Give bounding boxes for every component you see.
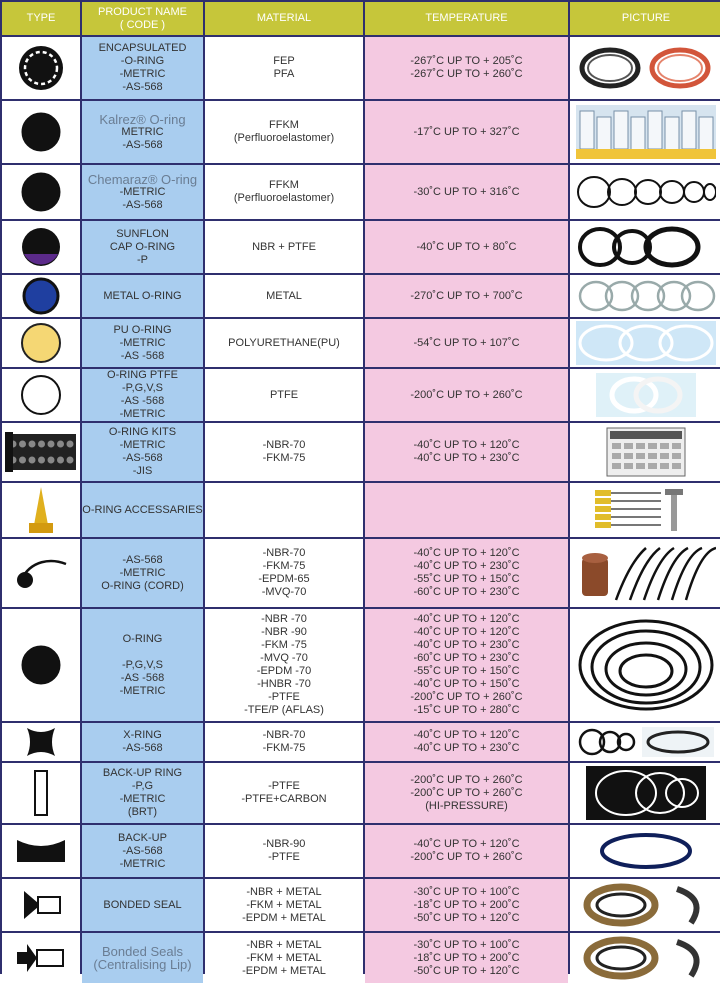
table-row — [2, 275, 720, 317]
product-cell-line: -AS-568 — [122, 452, 163, 464]
temperature-cell-line: -200˚C UP TO + 260˚C — [410, 388, 523, 401]
material-cell — [205, 723, 363, 761]
type-cell — [2, 879, 80, 931]
table-row — [2, 101, 720, 163]
material-cell-line: -EPDM + METAL — [242, 964, 326, 977]
backup-concave-icon — [2, 836, 80, 866]
temperature-cell — [365, 319, 568, 367]
product-cell-line: -JIS — [132, 465, 153, 477]
material-cell-line: METAL — [266, 289, 302, 302]
picture-cell — [570, 933, 720, 983]
temperature-cell-line: -60˚C UP TO + 230˚C — [413, 586, 520, 598]
product-cell-line: -P,G,V,S — [122, 382, 163, 394]
material-cell-line: -NBR-70 — [262, 439, 306, 451]
type-cell — [2, 275, 80, 317]
product-cell — [82, 825, 203, 877]
material-cell — [205, 37, 363, 99]
header-product — [82, 2, 203, 35]
table-row — [2, 825, 720, 877]
temperature-cell — [365, 609, 568, 721]
cap-orings-photo — [570, 225, 720, 269]
temperature-cell — [365, 165, 568, 219]
temperature-cell-line: -17˚C UP TO + 327˚C — [413, 125, 520, 138]
x-ring-icon — [2, 724, 80, 760]
temperature-cell-line: -54˚C UP TO + 107˚C — [413, 336, 520, 349]
material-cell-line: -EPDM + METAL — [242, 911, 326, 924]
temperature-cell-line: -55˚C UP TO + 150˚C — [413, 573, 520, 585]
oring-cord-photo — [570, 542, 720, 604]
material-cell-line: -NBR + METAL — [246, 885, 322, 898]
product-cell-line: -P,G,V,S — [122, 658, 163, 671]
material-cell-line: -PTFE — [268, 851, 300, 863]
cap-oring-icon — [2, 224, 80, 270]
cord-icon — [2, 550, 80, 596]
material-cell — [205, 539, 363, 607]
encapsulated-orings-photo — [570, 40, 720, 96]
product-cell-line: -AS -568 — [120, 395, 165, 407]
material-cell-line: FEP — [273, 55, 295, 67]
product-cell-line: (BRT) — [127, 806, 158, 818]
picture-cell — [570, 423, 720, 481]
material-cell-line: -MVQ-70 — [261, 586, 307, 598]
temperature-cell — [365, 101, 568, 163]
temperature-cell-line: -15˚C UP TO + 280˚C — [413, 704, 520, 716]
material-cell — [205, 423, 363, 481]
material-cell-line: -NBR-70 — [262, 547, 306, 559]
temperature-cell-line: -40˚C UP TO + 80˚C — [416, 240, 517, 253]
material-cell — [205, 369, 363, 421]
temperature-cell — [365, 723, 568, 761]
material-cell — [205, 221, 363, 273]
oring-tools-photo — [570, 485, 720, 535]
table-row — [2, 221, 720, 273]
product-cell-line: O-RING ACCESSARIES — [82, 503, 203, 516]
ptfe-oring-icon — [2, 372, 80, 418]
table-row — [2, 165, 720, 219]
temperature-cell-line: -30˚C UP TO + 100˚C — [413, 885, 520, 898]
backup-rings-photo — [570, 766, 720, 820]
product-cell — [82, 879, 203, 931]
metal-oring-icon — [2, 275, 80, 317]
temperature-cell-line: -30˚C UP TO + 316˚C — [413, 185, 520, 198]
product-cell-line: BACK-UP — [118, 831, 167, 844]
bonded-seal-lip-icon — [2, 940, 80, 976]
product-cell-line: -METRIC — [119, 336, 166, 349]
temperature-cell — [365, 483, 568, 537]
material-cell-line: -EPDM-65 — [258, 573, 310, 585]
material-cell-line: -FKM-75 — [262, 742, 306, 754]
product-cell-line: O-RING PTFE — [107, 369, 178, 381]
picture-cell — [570, 101, 720, 163]
material-cell-line: -FKM + METAL — [246, 898, 322, 911]
product-cell-line: O-RING — [122, 632, 163, 645]
oring-kit-box-photo — [570, 427, 720, 477]
type-cell — [2, 165, 80, 219]
type-cell — [2, 825, 80, 877]
material-cell — [205, 879, 363, 931]
material-cell-line: PTFE — [269, 388, 299, 401]
temperature-cell-line: (HI-PRESSURE) — [425, 799, 508, 812]
ptfe-orings-photo — [570, 373, 720, 417]
temperature-cell — [365, 825, 568, 877]
kalrez-boxes-photo — [570, 105, 720, 159]
header-product-line2: ( CODE ) — [119, 18, 166, 31]
table-row — [2, 319, 720, 367]
product-cell-line: -O-RING — [120, 55, 165, 67]
product-cell — [82, 483, 203, 537]
product-cell-line: -METRIC — [119, 566, 166, 579]
product-cell-line: -AS -568 — [120, 671, 165, 684]
product-cell — [82, 723, 203, 761]
temperature-cell — [365, 37, 568, 99]
temperature-cell-line: -40˚C UP TO + 120˚C — [413, 547, 520, 559]
type-cell — [2, 539, 80, 607]
product-cell-line: CAP O-RING — [109, 240, 176, 253]
temperature-cell — [365, 369, 568, 421]
bonded-seals-lip-photo — [570, 936, 720, 980]
type-cell — [2, 423, 80, 481]
picture-cell — [570, 275, 720, 317]
picture-cell — [570, 37, 720, 99]
temperature-cell-line: -40˚C UP TO + 150˚C — [413, 678, 520, 690]
product-cell-line: -METRIC — [119, 408, 166, 420]
temperature-cell-line: -270˚C UP TO + 700˚C — [410, 289, 523, 302]
material-cell-line: -TFE/P (AFLAS) — [244, 704, 324, 716]
material-cell-line: (Perfluoroelastomer) — [233, 192, 335, 204]
material-cell — [205, 825, 363, 877]
temperature-cell — [365, 933, 568, 983]
material-cell-line: -FKM + METAL — [246, 951, 322, 964]
encapsulated-oring-icon — [2, 43, 80, 93]
material-cell — [205, 763, 363, 823]
product-cell-line: O-RING KITS — [108, 426, 177, 438]
product-cell-line: -AS-568 — [122, 138, 163, 151]
table-row — [2, 539, 720, 607]
picture-cell — [570, 763, 720, 823]
black-circle-icon — [2, 642, 80, 688]
temperature-cell — [365, 879, 568, 931]
product-cell — [82, 763, 203, 823]
temperature-cell — [365, 763, 568, 823]
pu-orings-photo — [570, 321, 720, 365]
temperature-cell-line: -200˚C UP TO + 260˚C — [410, 851, 523, 863]
product-cell-line: -METRIC — [119, 68, 166, 80]
product-cell — [82, 275, 203, 317]
picture-cell — [570, 825, 720, 877]
black-circle-icon — [2, 169, 80, 215]
temperature-cell-line: -40˚C UP TO + 230˚C — [413, 560, 520, 572]
material-cell-line: POLYURETHANE(PU) — [228, 336, 340, 349]
oring-kit-icon — [2, 432, 80, 472]
product-cell-line: -METRIC — [119, 185, 166, 198]
type-cell — [2, 369, 80, 421]
product-cell-line: BONDED SEAL — [103, 898, 182, 911]
type-cell — [2, 37, 80, 99]
table-row — [2, 723, 720, 761]
picture-cell — [570, 319, 720, 367]
product-cell-line: METRIC — [121, 125, 164, 138]
temperature-cell-line: -60˚C UP TO + 230˚C — [413, 652, 520, 664]
material-cell-line: FFKM — [269, 119, 299, 131]
temperature-cell-line: -267˚C UP TO + 260˚C — [410, 68, 523, 80]
chemraz-orings-photo — [570, 172, 720, 212]
product-cell-line: -AS-568 — [122, 553, 163, 566]
temperature-cell-line: -50˚C UP TO + 120˚C — [413, 964, 520, 977]
metal-orings-photo — [570, 280, 720, 312]
product-cell-line: BACK-UP RING — [102, 767, 183, 779]
product-cell — [82, 423, 203, 481]
temperature-cell — [365, 423, 568, 481]
table-row — [2, 933, 720, 983]
material-cell — [205, 483, 363, 537]
product-cell-line: -P — [137, 253, 148, 266]
header-row — [2, 2, 720, 35]
table-row — [2, 879, 720, 931]
temperature-cell-line: -40˚C UP TO + 120˚C — [413, 626, 520, 638]
product-cell-line: -METRIC — [119, 439, 166, 451]
temperature-cell-line: -267˚C UP TO + 205˚C — [410, 55, 523, 67]
material-cell — [205, 933, 363, 983]
product-cell-line: -AS-568 — [122, 198, 163, 211]
product-cell-line: -METRIC — [119, 684, 166, 697]
temperature-cell-line: -40˚C UP TO + 120˚C — [413, 838, 520, 850]
material-cell-line: -NBR -70 — [261, 613, 307, 625]
product-cell-line: ENCAPSULATED — [98, 42, 187, 54]
temperature-cell-line: -50˚C UP TO + 120˚C — [413, 911, 520, 924]
temperature-cell-line: -200˚C UP TO + 260˚C — [410, 786, 523, 799]
picture-cell — [570, 483, 720, 537]
product-cell — [82, 539, 203, 607]
material-cell-line: -FKM-75 — [262, 560, 306, 572]
table-row — [2, 609, 720, 721]
product-cell-line: -AS -568 — [120, 349, 165, 362]
picture-cell — [570, 723, 720, 761]
temperature-cell-line: -40˚C UP TO + 120˚C — [413, 439, 520, 451]
x-rings-photo — [570, 725, 720, 759]
type-cell — [2, 483, 80, 537]
picture-cell — [570, 221, 720, 273]
material-cell-line: -NBR + METAL — [246, 938, 322, 951]
temperature-cell — [365, 275, 568, 317]
product-cell — [82, 369, 203, 421]
type-cell — [2, 933, 80, 983]
picture-cell — [570, 609, 720, 721]
material-cell-line: -HNBR -70 — [257, 678, 311, 690]
product-cell-line: -METRIC — [119, 857, 166, 870]
bonded-seals-photo — [570, 883, 720, 927]
header-picture: PICTURE — [570, 2, 720, 35]
product-cell — [82, 37, 203, 99]
type-cell — [2, 221, 80, 273]
header-material: MATERIAL — [205, 2, 363, 35]
picture-cell — [570, 539, 720, 607]
table-row — [2, 369, 720, 421]
temperature-cell-line: -40˚C UP TO + 230˚C — [413, 452, 520, 464]
backup-ring-icon — [2, 768, 80, 818]
product-cell-line: -AS-568 — [122, 844, 163, 857]
product-cell-line: PU O-RING — [113, 323, 172, 336]
product-cell-line: X-RING — [123, 729, 162, 741]
table-row — [2, 423, 720, 481]
picture-cell — [570, 369, 720, 421]
product-cell-line: SUNFLON — [116, 227, 169, 240]
material-cell-line: -NBR -90 — [261, 626, 307, 638]
product-cell-line: -P,G — [131, 780, 154, 792]
product-cell — [82, 933, 203, 983]
temperature-cell-line: -40˚C UP TO + 120˚C — [413, 613, 520, 625]
material-cell-line: -EPDM -70 — [256, 665, 312, 677]
black-circle-icon — [2, 109, 80, 155]
bonded-seal-icon — [2, 887, 80, 923]
material-cell — [205, 609, 363, 721]
material-cell — [205, 275, 363, 317]
product-cell — [82, 319, 203, 367]
temperature-cell-line: -55˚C UP TO + 150˚C — [413, 665, 520, 677]
material-cell-line: -FKM -75 — [261, 639, 307, 651]
temperature-cell-line: -40˚C UP TO + 230˚C — [413, 742, 520, 754]
product-cell — [82, 165, 203, 219]
temperature-cell-line: -200˚C UP TO + 260˚C — [410, 773, 523, 786]
backup-ring-photo — [570, 831, 720, 871]
material-cell-line: -NBR-90 — [262, 838, 306, 850]
picture-cell — [570, 165, 720, 219]
product-cell-line: (Centralising Lip) — [93, 957, 192, 972]
material-cell-line: -PTFE+CARBON — [241, 793, 327, 805]
product-cell — [82, 101, 203, 163]
material-cell-line: NBR + PTFE — [252, 240, 316, 253]
type-cell — [2, 723, 80, 761]
temperature-cell-line: -18˚C UP TO + 200˚C — [413, 898, 520, 911]
pu-oring-icon — [2, 320, 80, 366]
table-row — [2, 483, 720, 537]
material-cell-line: PFA — [273, 68, 295, 80]
material-cell-line: -PTFE — [268, 780, 300, 792]
product-cell-line: Chemaraz® O-ring — [87, 171, 198, 187]
table-row — [2, 763, 720, 823]
product-cell-line: METAL O-RING — [103, 289, 182, 302]
header-temperature: TEMPERATURE — [365, 2, 568, 35]
material-cell-line: FFKM — [269, 179, 299, 191]
product-cell-line: -AS-568 — [122, 742, 163, 754]
material-cell — [205, 319, 363, 367]
installation-cone-icon — [2, 485, 80, 535]
material-cell-line: -FKM-75 — [262, 452, 306, 464]
product-cell-line: -METRIC — [119, 793, 166, 805]
temperature-cell-line: -40˚C UP TO + 230˚C — [413, 639, 520, 651]
product-cell-line: O-RING (CORD) — [101, 579, 184, 592]
material-cell-line: -NBR-70 — [262, 729, 306, 741]
product-cell-line: Bonded Seals — [102, 944, 183, 959]
product-cell — [82, 609, 203, 721]
table-row — [2, 37, 720, 99]
product-cell — [82, 221, 203, 273]
type-cell — [2, 763, 80, 823]
type-cell — [2, 609, 80, 721]
material-cell — [205, 101, 363, 163]
material-cell — [205, 165, 363, 219]
header-product-line1: PRODUCT NAME — [97, 5, 188, 18]
temperature-cell-line: -200˚C UP TO + 260˚C — [410, 691, 523, 703]
material-cell-line: -PTFE — [268, 691, 300, 703]
product-cell-line: Kalrez® O-ring — [99, 111, 186, 127]
temperature-cell-line: -30˚C UP TO + 100˚C — [413, 938, 520, 951]
temperature-cell — [365, 221, 568, 273]
product-cell-line — [82, 646, 203, 659]
type-cell — [2, 319, 80, 367]
temperature-cell-line: -18˚C UP TO + 200˚C — [413, 951, 520, 964]
type-cell — [2, 101, 80, 163]
temperature-cell — [365, 539, 568, 607]
header-type: TYPE — [2, 2, 80, 35]
material-cell-line: (Perfluoroelastomer) — [233, 132, 335, 144]
material-cell-line: -MVQ -70 — [260, 652, 308, 664]
picture-cell — [570, 879, 720, 931]
product-cell-line: -AS-568 — [122, 81, 163, 93]
black-orings-photo — [570, 615, 720, 715]
temperature-cell-line: -40˚C UP TO + 120˚C — [413, 729, 520, 741]
